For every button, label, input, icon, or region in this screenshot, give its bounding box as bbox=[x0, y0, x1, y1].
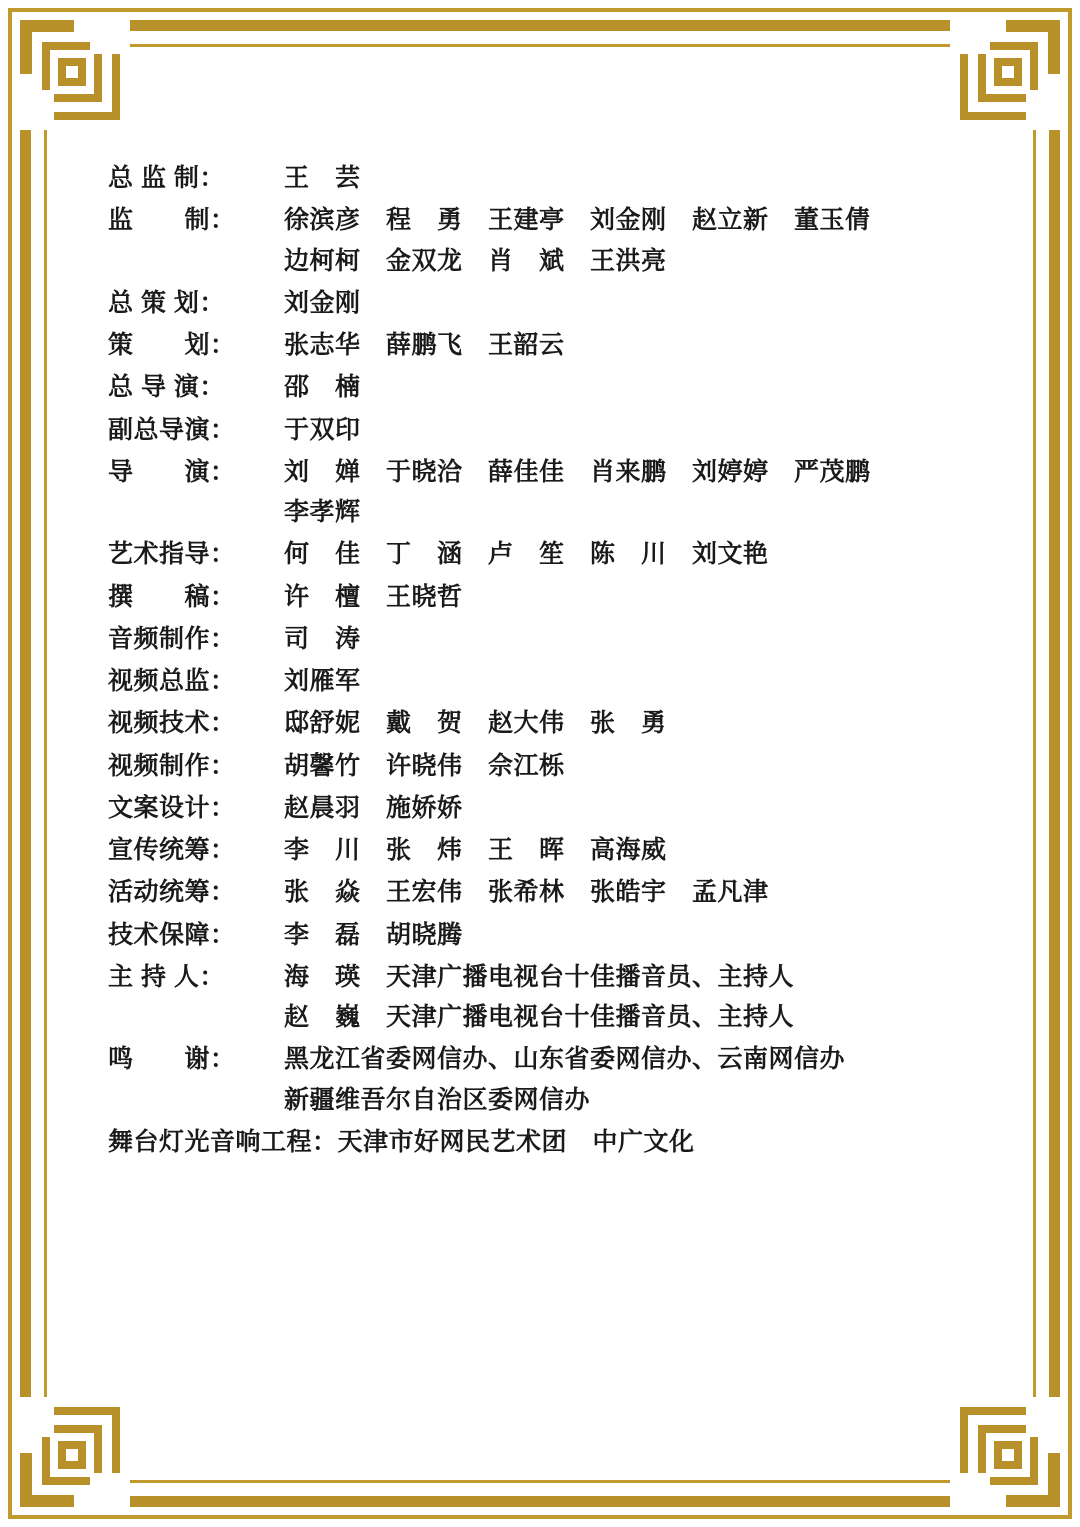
credit-line: 许 檀 王晓哲 bbox=[284, 582, 463, 611]
credit-row bbox=[108, 285, 984, 321]
credit-label: 策 划： bbox=[108, 331, 236, 359]
credit-row bbox=[108, 369, 984, 405]
credit-label: 舞台灯光音响工程： bbox=[108, 1127, 338, 1156]
credit-values bbox=[284, 327, 984, 363]
credit-values bbox=[284, 160, 984, 196]
credit-label: 副总导演： bbox=[108, 415, 236, 444]
credit-line: 刘 婵 于晓洽 薛佳佳 肖来鹏 刘婷婷 严茂鹏 bbox=[284, 457, 871, 486]
corner-ornament-top-left bbox=[14, 14, 132, 132]
credit-line: 新疆维吾尔自治区委网信办 bbox=[284, 1085, 591, 1114]
credit-row bbox=[108, 160, 984, 196]
credit-row bbox=[108, 454, 984, 531]
credit-line: 李 磊 胡晓腾 bbox=[284, 920, 463, 949]
credit-values bbox=[284, 959, 984, 1036]
credit-label: 文案设计： bbox=[108, 793, 236, 822]
credit-label: 监 制： bbox=[108, 206, 236, 235]
credit-values bbox=[284, 705, 984, 741]
credit-line: 于双印 bbox=[284, 415, 361, 444]
credit-values bbox=[284, 748, 984, 784]
credit-values bbox=[284, 202, 984, 279]
credit-line: 邸舒妮 戴 贺 赵大伟 张 勇 bbox=[284, 709, 667, 738]
credit-row bbox=[108, 705, 984, 741]
credit-row-stage-engineering bbox=[108, 1124, 984, 1160]
credit-line: 赵 巍 天津广播电视台十佳播音员、主持人 bbox=[284, 1003, 795, 1031]
credit-label: 视频技术： bbox=[108, 709, 236, 738]
credit-values bbox=[284, 1041, 984, 1118]
credit-line: 王 芸 bbox=[284, 164, 361, 192]
credit-line: 黑龙江省委网信办、山东省委网信办、云南网信办 bbox=[284, 1045, 846, 1074]
corner-ornament-bottom-right bbox=[948, 1395, 1066, 1513]
credit-row bbox=[108, 748, 984, 784]
credits-list bbox=[0, 160, 1080, 1166]
credit-values bbox=[284, 285, 984, 321]
credit-label: 视频制作： bbox=[108, 751, 236, 780]
corner-ornament-bottom-left bbox=[14, 1395, 132, 1513]
credit-line: 张志华 薛鹏飞 王韶云 bbox=[284, 331, 565, 359]
credit-values bbox=[284, 874, 984, 910]
credit-values bbox=[338, 1124, 984, 1160]
credit-label: 宣传统筹： bbox=[108, 836, 236, 864]
credit-line: 司 涛 bbox=[284, 624, 361, 653]
credit-values bbox=[284, 917, 984, 953]
credit-line: 海 瑛 天津广播电视台十佳播音员、主持人 bbox=[284, 962, 795, 991]
credit-row bbox=[108, 327, 984, 363]
credit-values bbox=[284, 832, 984, 868]
credit-values bbox=[284, 663, 984, 699]
credit-label: 活动统筹： bbox=[108, 878, 236, 907]
credit-line: 赵晨羽 施娇娇 bbox=[284, 793, 463, 822]
credit-line: 何 佳 丁 涵 卢 笙 陈 川 刘文艳 bbox=[284, 540, 769, 569]
credit-row bbox=[108, 874, 984, 910]
credit-row bbox=[108, 536, 984, 572]
credit-label: 总 策 划： bbox=[108, 288, 225, 317]
credit-row bbox=[108, 412, 984, 448]
credit-label: 鸣 谢： bbox=[108, 1045, 236, 1074]
credit-line: 天津市好网民艺术团 中广文化 bbox=[337, 1127, 695, 1156]
credit-label: 主 持 人： bbox=[108, 962, 225, 991]
credit-row bbox=[108, 202, 984, 279]
corner-ornament-top-right bbox=[948, 14, 1066, 132]
credit-line: 刘雁军 bbox=[284, 667, 361, 695]
credit-label: 导 演： bbox=[108, 457, 236, 486]
credit-row bbox=[108, 790, 984, 826]
credit-label: 撰 稿： bbox=[108, 582, 236, 611]
credit-row bbox=[108, 959, 984, 1036]
credit-label: 视频总监： bbox=[108, 667, 236, 695]
credit-values bbox=[284, 579, 984, 615]
credit-row bbox=[108, 1041, 984, 1118]
credit-line: 李孝辉 bbox=[284, 498, 361, 526]
credit-line: 李 川 张 炜 王 晖 高海威 bbox=[284, 836, 667, 864]
credit-label: 艺术指导： bbox=[108, 540, 236, 569]
credit-line: 边柯柯 金双龙 肖 斌 王洪亮 bbox=[284, 246, 667, 275]
credit-values bbox=[284, 412, 984, 448]
credit-line: 胡馨竹 许晓伟 佘江栎 bbox=[284, 751, 565, 780]
credit-values bbox=[284, 621, 984, 657]
credit-label: 总 监 制： bbox=[108, 164, 225, 192]
credit-values bbox=[284, 790, 984, 826]
credit-row bbox=[108, 579, 984, 615]
credit-label: 技术保障： bbox=[108, 920, 236, 949]
credit-values bbox=[284, 369, 984, 405]
credit-line: 张 焱 王宏伟 张希林 张皓宇 孟凡津 bbox=[284, 878, 769, 907]
credit-row bbox=[108, 832, 984, 868]
credit-line: 徐滨彦 程 勇 王建亭 刘金刚 赵立新 董玉倩 bbox=[284, 206, 871, 235]
credit-values bbox=[284, 454, 984, 531]
credit-row bbox=[108, 621, 984, 657]
credit-line: 刘金刚 bbox=[284, 288, 361, 317]
credit-row bbox=[108, 663, 984, 699]
credit-row bbox=[108, 917, 984, 953]
credit-label: 音频制作： bbox=[108, 624, 236, 653]
credit-label: 总 导 演： bbox=[108, 373, 225, 402]
credit-line: 邵 楠 bbox=[284, 373, 361, 402]
credit-values bbox=[284, 536, 984, 572]
